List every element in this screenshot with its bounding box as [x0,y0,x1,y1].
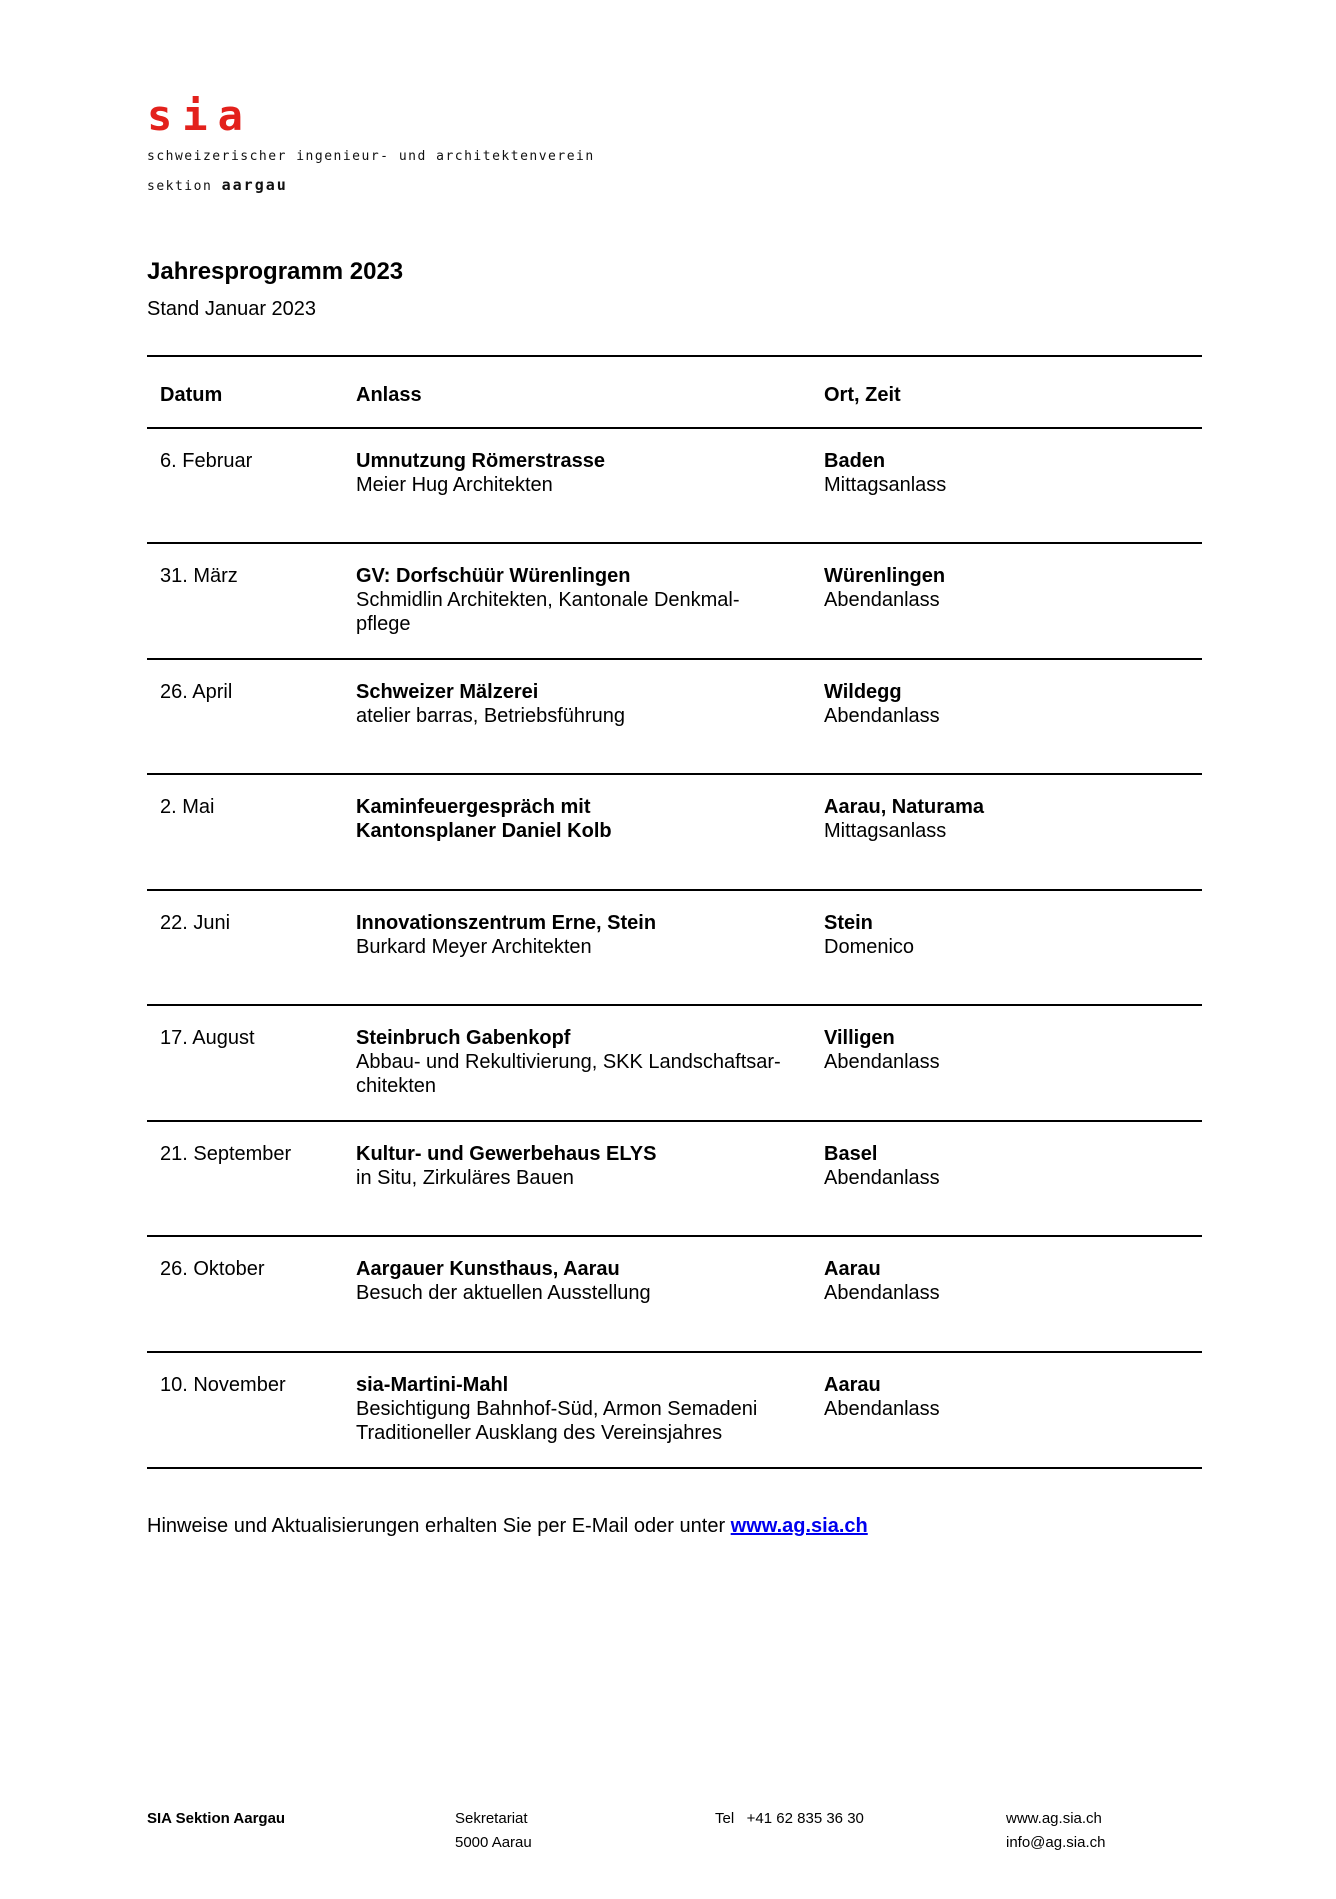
event-detail: atelier barras, Betriebsführung [356,705,626,727]
table-row [147,1122,1202,1237]
website-link[interactable]: www.ag.sia.ch [730,1515,868,1537]
logo-wordmark: sia [147,91,253,140]
row-date: 6. Februar [160,450,253,472]
event-time: Mittagsanlass [824,474,947,496]
row-place [824,680,940,728]
event-title: GV: Dorfschüür Würenlingen [356,565,631,587]
event-detail: in Situ, Zirkuläres Bauen [356,1167,574,1189]
table-row [147,544,1202,660]
update-hint [147,1515,868,1538]
row-place [824,449,946,497]
event-detail: Schmidlin Architekten, Kantonale Denkmal- [356,589,740,611]
column-header-event: Anlass [356,384,422,406]
event-detail: pflege [356,613,411,635]
row-event [356,795,816,843]
row-date: 10. November [160,1374,286,1396]
event-title: sia-Martini-Mahl [356,1374,509,1396]
event-detail: Meier Hug Architekten [356,474,553,496]
row-place [824,911,914,959]
event-time: Abendanlass [824,1167,940,1189]
event-time: Abendanlass [824,1051,940,1073]
row-event [356,911,816,959]
document-subtitle: Stand Januar 2023 [147,298,317,320]
event-title: Steinbruch Gabenkopf [356,1027,571,1049]
event-title: Kaminfeuergespräch mit [356,796,591,818]
document-title: Jahresprogramm 2023 [147,258,404,285]
place-name: Würenlingen [824,565,946,587]
row-place [824,795,984,843]
row-date: 26. April [160,681,233,703]
event-title: Umnutzung Römerstrasse [356,450,605,472]
column-header-date: Datum [160,384,223,406]
event-detail: chitekten [356,1075,437,1097]
secretariat-label: Sekretariat [455,1810,528,1827]
row-event [356,1142,816,1190]
table-row [147,1353,1202,1469]
row-place [824,1142,940,1190]
place-name: Wildegg [824,681,902,703]
event-time: Domenico [824,936,915,958]
event-detail: Besichtigung Bahnhof-Süd, Armon Semadeni [356,1398,758,1420]
org-full-name: schweizerischer ingenieur- und architektenverein [147,149,595,164]
place-name: Baden [824,450,886,472]
table-row [147,1237,1202,1353]
footer-contact [1006,1807,1105,1855]
row-date: 26. Oktober [160,1258,265,1280]
section-line [147,176,595,194]
hint-text: Hinweise und Aktualisierungen erhalten Sie per E-Mail oder unter [147,1515,731,1537]
event-detail: Abbau- und Rekultivierung, SKK Landschaftsar- [356,1051,781,1073]
event-title: Aargauer Kunsthaus, Aarau [356,1258,620,1280]
place-name: Aarau [824,1374,881,1396]
event-title-line2: Kantonsplaner Daniel Kolb [356,820,612,842]
table-header [147,355,1202,429]
place-name: Aarau [824,1258,881,1280]
table-row [147,891,1202,1006]
row-date: 31. März [160,565,238,587]
footer-org: SIA Sektion Aargau [147,1810,286,1827]
footer-email[interactable]: info@ag.sia.ch [1006,1834,1106,1851]
table-row [147,429,1202,544]
footer-web[interactable]: www.ag.sia.ch [1006,1810,1102,1827]
row-date: 22. Juni [160,912,231,934]
event-detail: Besuch der aktuellen Ausstellung [356,1282,651,1304]
event-time: Abendanlass [824,1398,940,1420]
place-name: Aarau, Naturama [824,796,985,818]
row-date: 2. Mai [160,796,215,818]
row-event [356,680,816,728]
row-event [356,1026,816,1098]
program-table [147,355,1202,1469]
section-name: aargau [221,176,288,194]
event-time: Abendanlass [824,705,940,727]
event-time: Abendanlass [824,589,940,611]
footer-secretariat [455,1807,532,1855]
footer-phone: Tel +41 62 835 36 30 [715,1810,864,1827]
event-time: Mittagsanlass [824,820,947,842]
table-row [147,1006,1202,1122]
row-event [356,1373,816,1445]
column-header-place: Ort, Zeit [824,384,901,406]
event-detail: Burkard Meyer Architekten [356,936,592,958]
event-title: Innovationszentrum Erne, Stein [356,912,657,934]
row-date: 17. August [160,1027,255,1049]
table-row [147,660,1202,775]
place-name: Stein [824,912,873,934]
event-title: Kultur- und Gewerbehaus ELYS [356,1143,657,1165]
row-event [356,449,816,497]
row-event [356,1257,816,1305]
secretariat-city: 5000 Aarau [455,1834,532,1851]
sia-logo [147,91,595,194]
section-prefix: sektion [147,179,213,194]
row-place [824,564,945,612]
place-name: Basel [824,1143,878,1165]
event-title: Schweizer Mälzerei [356,681,539,703]
event-detail: Traditioneller Ausklang des Vereinsjahres [356,1422,723,1444]
place-name: Villigen [824,1027,895,1049]
row-event [356,564,816,636]
row-place [824,1257,940,1305]
table-row [147,775,1202,891]
row-date: 21. September [160,1143,292,1165]
row-place [824,1373,940,1421]
event-time: Abendanlass [824,1282,940,1304]
row-place [824,1026,940,1074]
